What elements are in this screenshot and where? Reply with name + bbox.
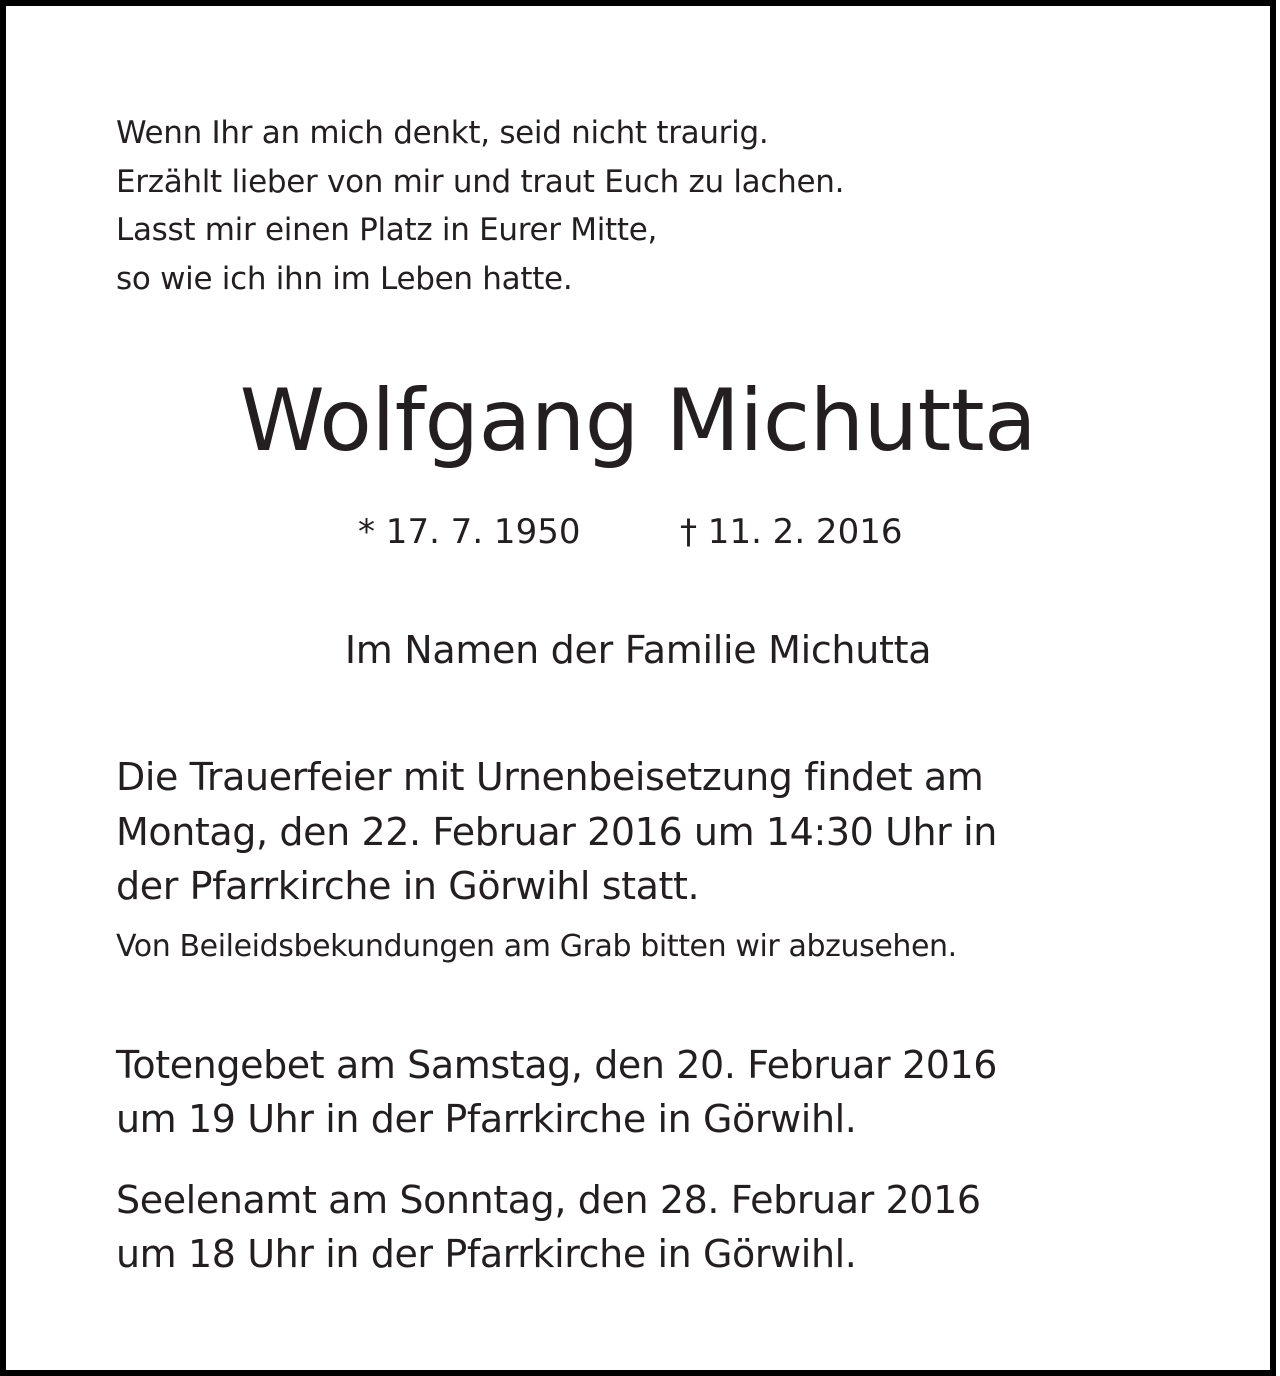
- death-date: † 11. 2. 2016: [680, 512, 903, 552]
- prayer-line: Totengebet am Samstag, den 20. Februar 2016: [116, 1043, 998, 1087]
- family-signature: Im Namen der Familie Michutta: [344, 628, 932, 672]
- poem-line: so wie ich ihn im Leben hatte.: [116, 261, 573, 297]
- prayer-line: um 19 Uhr in der Pfarrkirche in Görwihl.: [116, 1097, 857, 1141]
- funeral-line: der Pfarrkirche in Görwihl statt.: [116, 864, 700, 908]
- requiem-line: Seelenamt am Sonntag, den 28. Februar 2016: [116, 1178, 981, 1222]
- birth-date: * 17. 7. 1950: [358, 512, 581, 552]
- condolence-note: Von Beileidsbekundungen am Grab bitten wir abzusehen.: [116, 929, 957, 964]
- funeral-line: Die Trauerfeier mit Urnenbeisetzung findet am: [116, 755, 984, 799]
- requiem-line: um 18 Uhr in der Pfarrkirche in Görwihl.: [116, 1232, 857, 1276]
- deceased-name: Wolfgang Michutta: [239, 371, 1037, 471]
- poem-line: Erzählt lieber von mir und traut Euch zu lachen.: [116, 164, 845, 200]
- funeral-line: Montag, den 22. Februar 2016 um 14:30 Uhr in: [116, 810, 997, 854]
- poem-line: Wenn Ihr an mich denkt, seid nicht traurig.: [116, 115, 769, 151]
- poem-line: Lasst mir einen Platz in Eurer Mitte,: [116, 212, 658, 248]
